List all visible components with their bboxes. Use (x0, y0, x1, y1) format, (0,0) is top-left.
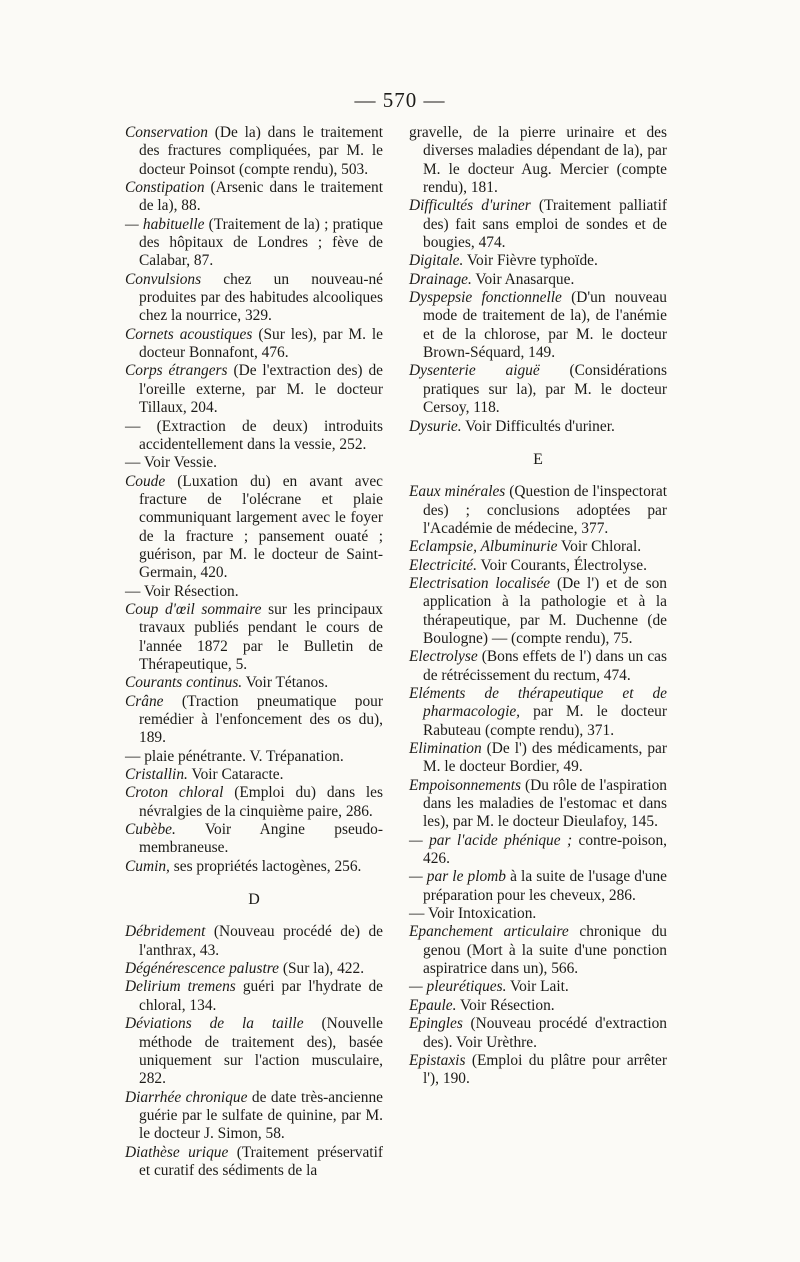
entry-text: (Luxation du) en avant avec fracture de l'olécrane et plaie communiquant largement avec le foyer de la fracture ; pansement ouaté ; guérison, par M. le docteur de Saint-Germain, 420. (139, 472, 383, 582)
entry-heading: Courants continus. (125, 674, 243, 692)
index-entry (125, 362, 383, 417)
entry-heading: Constipation (125, 179, 205, 197)
entry-text: (Nouveau procédé d'extraction des). Voir Urèthre. (423, 1015, 667, 1051)
entry-text: (Du rôle de l'aspiration dans les maladies de l'estomac et dans les), par M. le docteur Dieulafoy, 145. (423, 776, 667, 831)
entry-text: — Voir Résection. (125, 582, 239, 600)
entry-text: (De la) dans le traitement des fractures compliquées, par M. le docteur Poinsot (compte rendu), 503. (139, 124, 383, 178)
entry-text: (Traitement de la) ; pratique des hôpitaux de Londres ; fève de Calabar, 87. (139, 215, 383, 270)
entry-text: Voir Tétanos. (242, 674, 329, 692)
entry-text: — Voir Vessie. (125, 454, 217, 472)
index-entry (409, 197, 667, 252)
entry-text: Voir Angine pseudo-membraneuse. (139, 821, 383, 857)
entry-text: gravelle, de la pierre urinaire et des diverses maladies dépendant de la), par M. le docteur Aug. Mercier (compte rendu), 181. (409, 124, 667, 197)
entry-heading: Difficultés d'uriner (409, 197, 531, 215)
index-entry (409, 868, 667, 905)
index-entry (409, 271, 667, 289)
index-entry (409, 575, 667, 648)
entry-heading: Empoisonnements (409, 776, 521, 794)
entry-heading: Convulsions (125, 270, 202, 288)
index-entry (409, 124, 667, 197)
index-entry (125, 1144, 383, 1181)
entry-heading: Cornets acoustiques (125, 325, 253, 343)
entry-text: — (Extraction de deux) introduits accidentellement dans la vessie, 252. (125, 417, 383, 453)
index-entry (125, 271, 383, 326)
entry-heading: Eclampsie, Albuminurie (409, 538, 558, 556)
entry-heading: Cubèbe. (125, 821, 176, 839)
section-letter: D (248, 891, 260, 909)
entry-heading: Drainage. (409, 270, 472, 288)
index-entry (409, 905, 667, 923)
page-number: — 570 — (354, 88, 446, 112)
entry-heading: Déviations de la taille (125, 1015, 304, 1033)
entry-heading: — habituelle (125, 215, 205, 233)
entry-heading: Electrisation localisée (409, 574, 551, 592)
entry-text: par M. le docteur Rabuteau (compte rendu), 371. (423, 703, 667, 739)
entry-heading: Epaule. (409, 996, 457, 1014)
index-entry (409, 832, 667, 869)
index-entry (125, 748, 383, 766)
index-entry (125, 418, 383, 455)
index-entry (125, 693, 383, 748)
entry-heading: Digitale. (409, 252, 464, 270)
entry-heading: Electrolyse (409, 648, 478, 666)
entry-heading: Epingles (409, 1015, 463, 1033)
entry-text: (Bons effets de l') dans un cas de rétrécissement du rectum, 474. (423, 648, 667, 684)
entry-text: chez un nouveau-né produites par des habitudes alcooliques chez la nourrice, 329. (139, 270, 383, 325)
index-entry (409, 252, 667, 270)
entry-heading: Diathèse urique (125, 1143, 229, 1161)
entry-heading: Dysurie. (409, 417, 462, 435)
index-entry (125, 978, 383, 1015)
entry-text: (Arsenic dans le traitement de la), 88. (139, 179, 383, 215)
index-entry (125, 766, 383, 784)
entry-text: (Emploi du) dans les névralgies de la cinquième paire, 286. (139, 784, 384, 820)
index-entry (125, 1015, 383, 1088)
entry-heading: Coup d'œil sommaire (125, 600, 262, 618)
index-entry (125, 179, 383, 216)
entry-text: Voir Difficultés d'uriner. (461, 417, 615, 435)
entry-text: Voir Courants, Électrolyse. (476, 556, 647, 574)
entry-text: (Considérations pratiques sur la), par M. le docteur Cersoy, 118. (423, 362, 667, 417)
index-entry (125, 1089, 383, 1144)
entry-heading: — par le plomb (409, 868, 506, 886)
right-column (409, 124, 667, 1089)
entry-text: Voir Chloral. (557, 538, 642, 556)
entry-text: — plaie pénétrante. V. Trépanation. (125, 747, 344, 765)
entry-text: Voir Cataracte. (187, 766, 284, 784)
entry-text: (De l') et de son application à la pathologie et à la thérapeutique, par M. Duchenne (de Boulogne) — (compte rendu), 75. (423, 574, 668, 647)
entry-text: Voir Anasarque. (471, 270, 575, 288)
entry-text: Voir Lait. (506, 978, 569, 996)
entry-heading: Eléments de thérapeutique et de pharmacologie, (409, 684, 667, 721)
index-entry (409, 538, 667, 556)
entry-heading: Cumin, (125, 857, 170, 875)
entry-text: (D'un nouveau mode de traitement de la), de l'anémie et de la chlorose, par M. le docteur Brown-Séquard, 149. (423, 289, 667, 362)
entry-heading: Conservation (125, 124, 208, 141)
index-entry (409, 557, 667, 575)
index-entry (125, 473, 383, 583)
entry-text: Voir Résection. (456, 996, 555, 1014)
entry-heading: Corps étrangers (125, 362, 228, 380)
entry-text: à la suite de l'usage d'une préparation pour les cheveux, 286. (423, 868, 667, 904)
index-entry (409, 1015, 667, 1052)
index-entry (125, 784, 383, 821)
index-entry (125, 124, 383, 179)
index-entry (409, 978, 667, 996)
index-entry (409, 1052, 667, 1089)
entry-heading: Epanchement articulaire (409, 923, 569, 941)
entry-heading: Débridement (125, 923, 206, 941)
index-entry (125, 583, 383, 601)
entry-text: de date très-ancienne guérie par le sulfate de quinine, par M. le docteur J. Simon, 58. (139, 1088, 383, 1143)
entry-heading: Diarrhée chronique (125, 1088, 248, 1106)
index-entry (409, 923, 667, 978)
entry-heading: Delirium tremens (125, 978, 236, 996)
section-letter: E (533, 450, 543, 468)
entry-text: (Traitement palliatif des) fait sans emploi de sondes et de bougies, 474. (423, 197, 667, 252)
entry-heading: Dysenterie aiguë (409, 362, 540, 380)
index-entry (409, 483, 667, 538)
entry-heading: Croton chloral (125, 784, 224, 802)
entry-text: sur les principaux travaux publiés pendant le cours de l'année 1872 par le Bulletin de Thérapeutique, 5. (139, 600, 383, 673)
entry-text: (Traitement préservatif et curatif des sédiments de la (139, 1143, 383, 1179)
index-entry (125, 601, 383, 674)
entry-text: (Emploi du plâtre pour arrêter l'), 190. (423, 1051, 667, 1088)
entry-heading: — pleurétiques. (409, 978, 507, 996)
entry-heading: Eaux minérales (409, 483, 506, 501)
entry-text: (Question de l'inspectorat des) ; conclusions adoptées par l'Académie de médecine, 377. (423, 483, 667, 537)
index-entry (409, 685, 667, 740)
entry-text: (Nouvelle méthode de traitement des), basée uniquement sur l'action musculaire, 282. (139, 1015, 383, 1088)
entry-heading: Cristallin. (125, 766, 188, 784)
index-entry (125, 326, 383, 363)
index-entry (125, 923, 383, 960)
index-entry (125, 858, 383, 876)
entry-heading: Elimination (409, 740, 482, 757)
index-entry (409, 418, 667, 436)
entry-heading: Epistaxis (409, 1051, 466, 1069)
entry-text: (Sur la), 422. (278, 960, 365, 978)
index-entry (409, 289, 667, 362)
index-entry (409, 777, 667, 832)
entry-text: Voir Fièvre typhoïde. (463, 252, 598, 270)
index-entry (409, 362, 667, 417)
entry-text: ses propriétés lactogènes, 256. (169, 857, 362, 875)
entry-text: guéri par l'hydrate de chloral, 134. (139, 978, 384, 1014)
index-entry (125, 454, 383, 472)
entry-text: contre-poison, 426. (423, 831, 667, 868)
entry-text: chronique du genou (Mort à la suite d'une ponction aspiratrice dans un), 566. (423, 923, 667, 978)
entry-heading: Electricité. (409, 556, 477, 574)
index-entry (125, 674, 383, 692)
index-entry (125, 216, 383, 271)
entry-text: (De l') des médicaments, par M. le docteur Bordier, 49. (423, 740, 667, 776)
entry-text: (De l'extraction des) de l'oreille externe, par M. le docteur Tillaux, 204. (139, 362, 383, 417)
entry-text: (Traction pneumatique pour remédier à l'enfoncement des os du), 189. (139, 692, 383, 747)
entry-heading: Crâne (125, 692, 164, 710)
entry-text: — Voir Intoxication. (409, 905, 537, 923)
entry-heading: Coude (125, 472, 166, 490)
index-entry (125, 960, 383, 978)
left-column (125, 124, 383, 1180)
entry-text: (Nouveau procédé de) de l'anthrax, 43. (139, 923, 383, 959)
entry-heading: Dyspepsie fonctionnelle (409, 289, 562, 307)
index-entry (125, 821, 383, 858)
entry-heading: Dégénérescence palustre (125, 960, 279, 978)
index-entry (409, 740, 667, 777)
entry-heading: — par l'acide phénique ; (409, 831, 573, 849)
index-entry (409, 648, 667, 685)
entry-text: (Sur les), par M. le docteur Bonnafont, 476. (139, 325, 383, 362)
index-entry (409, 997, 667, 1015)
